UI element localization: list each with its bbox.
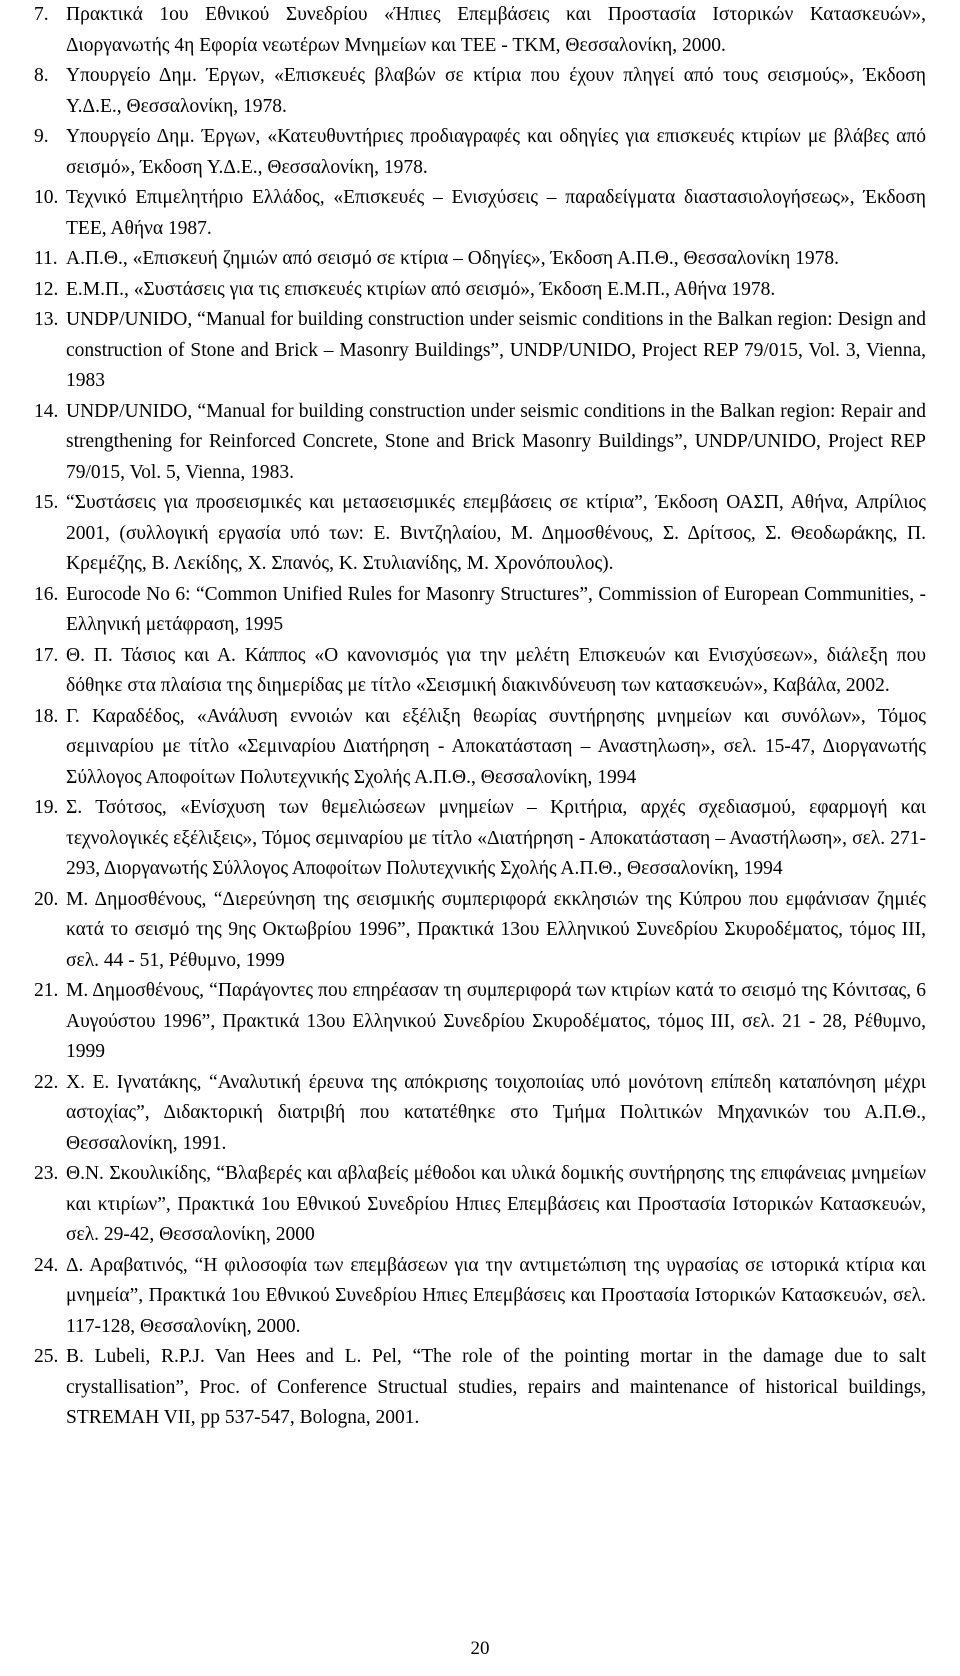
reference-text: “Συστάσεις για προσεισμικές και μετασεισμικές επεμβάσεις σε κτίρια”, Έκδοση ΟΑΣΠ, Αθήνα, Απρίλιος 2001, (συλλογική εργασία υπό των: Ε. Βιντζηλαίου, Μ. Δημοσθένους, Σ. Δρίτσος, Σ. Θεοδωράκης, Π. Κρεμέζης, Β. Λεκίδης, Χ. Σπανός, Κ. Στυλιανίδης, Μ. Χρονόπουλος).	[66, 492, 926, 574]
reference-number: 21.	[34, 980, 59, 1001]
reference-item	[34, 122, 926, 183]
reference-item	[34, 305, 926, 397]
reference-number: 9.	[34, 126, 49, 147]
reference-item	[34, 641, 926, 702]
reference-item	[34, 244, 926, 275]
reference-text: Χ. Ε. Ιγνατάκης, “Αναλυτική έρευνα της απόκρισης τοιχοποιίας υπό μονότονη επίπεδη καταπόνηση μέχρι αστοχίας”, Διδακτορική διατριβή που κατατέθηκε στο Τμήμα Πολιτικών Μηχανικών του Α.Π.Θ., Θεσσαλονίκη, 1991.	[66, 1071, 926, 1154]
reference-number: 25.	[34, 1346, 59, 1367]
reference-text: Σ. Τσότσος, «Ενίσχυση των θεμελιώσεων μνημείων – Κριτήρια, αρχές σχεδιασμού, εφαρμογή και τεχνολογικές εξέλιξεις», Τόμος σεμιναρίου με τίτλο «Διατήρηση - Αποκατάσταση – Αναστήλωση», σελ. 271-293, Διοργανωτής Σύλλογος Αποφοίτων Πολυτεχνικής Σχολής Α.Π.Θ., Θεσσαλονίκη, 1994	[66, 797, 926, 879]
reference-number: 23.	[34, 1163, 59, 1184]
reference-text: Υπουργείο Δημ. Έργων, «Κατευθυντήριες προδιαγραφές και οδηγίες για επισκευές κτιρίων με βλάβες από σεισμό», Έκδοση Υ.Δ.Ε., Θεσσαλονίκη, 1978.	[66, 126, 926, 178]
reference-item	[34, 183, 926, 244]
reference-item	[34, 793, 926, 885]
reference-number: 22.	[34, 1071, 59, 1093]
reference-number: 24.	[34, 1254, 59, 1276]
reference-number: 15.	[34, 492, 59, 513]
reference-number: 11.	[34, 248, 58, 269]
reference-item	[34, 488, 926, 580]
reference-item	[34, 275, 926, 306]
reference-number: 8.	[34, 65, 49, 86]
reference-number: 7.	[34, 4, 49, 25]
reference-number: 12.	[34, 278, 59, 300]
reference-text: Γ. Καραδέδος, «Ανάλυση εννοιών και εξέλιξη θεωρίας συντήρησης μνημείων και συνόλων», Τόμος σεμιναρίου με τίτλο «Σεμιναρίου Διατήρηση - Αποκατάσταση – Αναστηλωση», σελ. 15-47, Διοργανωτής Σύλλογος Αποφοίτων Πολυτεχνικής Σχολής Α.Π.Θ., Θεσσαλονίκη, 1994	[66, 705, 926, 788]
reference-text: Eurocode No 6: “Common Unified Rules for Masonry Structures”, Commission of European Communities, - Ελληνική μετάφραση, 1995	[66, 583, 926, 635]
reference-number: 18.	[34, 705, 59, 727]
reference-text: Θ. Π. Τάσιος και Α. Κάππος «Ο κανονισμός για την μελέτη Επισκευών και Ενισχύσεων», διάλεξη που δόθηκε στα πλαίσια της διημερίδας με τίτλο «Σεισμική διακινδύνευση των κατασκευών», Καβάλα, 2002.	[66, 644, 926, 696]
reference-text: UNDP/UNIDO, “Manual for building construction under seismic conditions in the Balkan region: Repair and strengthening for Reinforced Concrete, Stone and Brick Masonry Buildings”, UNDP/UNIDO, Project REP 79/015, Vol. 5, Vienna, 1983.	[66, 400, 926, 483]
reference-text: Μ. Δημοσθένους, “Παράγοντες που επηρέασαν τη συμπεριφορά των κτιρίων κατά το σεισμό της Κόνιτσας, 6 Αυγούστου 1996”, Πρακτικά 13ου Ελληνικού Συνεδρίου Σκυροδέματος, τόμος ΙΙΙ, σελ. 21 - 28, Ρέθυμνο, 1999	[66, 980, 926, 1062]
reference-number: 20.	[34, 888, 59, 910]
reference-number: 17.	[34, 644, 59, 666]
reference-number: 13.	[34, 309, 59, 330]
reference-text: Υπουργείο Δημ. Έργων, «Επισκευές βλαβών σε κτίρια που έχουν πληγεί από τους σεισμούς», Έκδοση Υ.Δ.Ε., Θεσσαλονίκη, 1978.	[66, 65, 926, 117]
reference-item	[34, 1251, 926, 1343]
reference-text: Α.Π.Θ., «Επισκευή ζημιών από σεισμό σε κτίρια – Οδηγίες», Έκδοση Α.Π.Θ., Θεσσαλονίκη 1978.	[66, 248, 840, 269]
reference-text: Μ. Δημοσθένους, “Διερεύνηση της σεισμικής συμπεριφορά εκκλησιών της Κύπρου που εμφάνισαν ζημιές κατά το σεισμό της 9ης Οκτωβρίου 1996”, Πρακτικά 13ου Ελληνικού Συνεδρίου Σκυροδέματος, τόμος ΙΙΙ, σελ. 44 - 51, Ρέθυμνο, 1999	[66, 888, 926, 971]
reference-text: Πρακτικά 1ου Εθνικού Συνεδρίου «Ήπιες Επεμβάσεις και Προστασία Ιστορικών Κατασκευών», Διοργανωτής 4η Εφορία νεωτέρων Μνημείων και ΤΕΕ - ΤΚΜ, Θεσσαλονίκη, 2000.	[66, 4, 926, 56]
reference-text: Δ. Αραβατινός, “Η φιλοσοφία των επεμβάσεων για την αντιμετώπιση της υγρασίας σε ιστορικά κτίρια και μνημεία”, Πρακτικά 1ου Εθνικού Συνεδρίου Ηπιες Επεμβάσεις και Προστασία Ιστορικών Κατασκευών, σελ. 117-128, Θεσσαλονίκη, 2000.	[66, 1254, 926, 1337]
reference-number: 16.	[34, 583, 59, 605]
reference-item	[34, 885, 926, 977]
reference-item	[34, 976, 926, 1068]
reference-text: Θ.Ν. Σκουλικίδης, “Βλαβερές και αβλαβείς μέθοδοι και υλικά δομικής συντήρησης της επιφάνειας μνημείων και κτιρίων”, Πρακτικά 1ου Εθνικού Συνεδρίου Ηπιες Επεμβάσεις και Προστασία Ιστορικών Κατασκευών, σελ. 29-42, Θεσσαλονίκη, 2000	[66, 1163, 926, 1245]
reference-item	[34, 0, 926, 61]
page-number: 20	[470, 1638, 490, 1659]
reference-item	[34, 61, 926, 122]
reference-number: 14.	[34, 400, 59, 422]
reference-item	[34, 580, 926, 641]
reference-number: 10.	[34, 187, 59, 208]
reference-text: Ε.Μ.Π., «Συστάσεις για τις επισκευές κτιρίων από σεισμό», Έκδοση Ε.Μ.Π., Αθήνα 1978.	[66, 278, 776, 300]
reference-text: UNDP/UNIDO, “Manual for building construction under seismic conditions in the Balkan region: Design and construction of Stone and Brick – Masonry Buildings”, UNDP/UNIDO, Project REP 79/015, Vol. 3, Vienna, 1983	[66, 309, 926, 391]
reference-text: B. Lubeli, R.P.J. Van Hees and L. Pel, “The role of the pointing mortar in the damage due to salt crystallisation”, Proc. of Conference Structual studies, repairs and maintenance of historical buildings, STREMAH VII, pp 537-547, Bologna, 2001.	[66, 1346, 926, 1428]
reference-item	[34, 397, 926, 489]
reference-item	[34, 1342, 926, 1434]
reference-text: Τεχνικό Επιμελητήριο Ελλάδος, «Επισκευές – Ενισχύσεις – παραδείγματα διαστασιολογήσεως», Έκδοση ΤΕΕ, Αθήνα 1987.	[66, 187, 926, 239]
reference-item	[34, 1159, 926, 1251]
reference-number: 19.	[34, 797, 59, 818]
reference-list	[34, 0, 926, 1434]
reference-item	[34, 1068, 926, 1160]
reference-item	[34, 702, 926, 794]
